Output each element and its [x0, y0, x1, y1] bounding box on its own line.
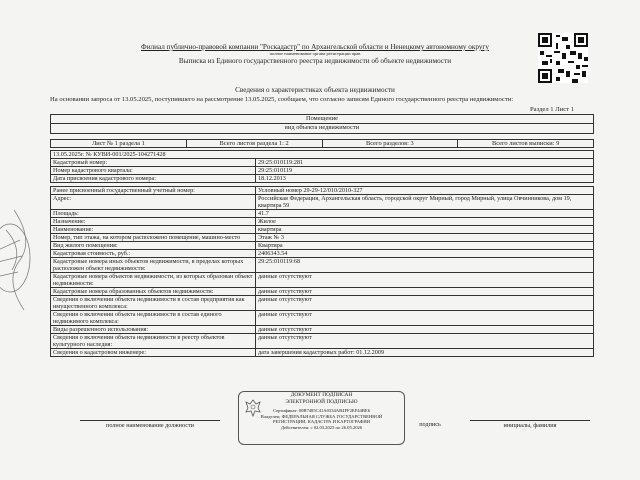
- table-row: Кадастровые номера объектов недвижимости, из которых образован объект недвижимости: данные отсутствуют: [51, 273, 594, 288]
- table-row: Адрес: Российская Федерация, Архангельская область, городской округ Мирный, город Мирный, улица Овчинникова, дом 19, квартира 59: [51, 195, 594, 210]
- intro-text: На основании запроса от 13.05.2025, поступившего на рассмотрение 13.05.2025, сообщаем, что согласно записям Единого государственного реестра недвижимости:: [50, 96, 514, 103]
- table-row: Сведения о включении объекта недвижимости в состав предприятия как имущественного комплекса: данные отсутствуют: [51, 296, 594, 311]
- position-caption: полное наименование должности: [80, 420, 220, 429]
- table-row: Кадастровый номер: 29:25:010119:281: [51, 159, 594, 167]
- object-type: Помещение: [51, 115, 593, 124]
- sheet-info-row: [50, 139, 594, 148]
- extract-title: Выписка из Единого государственного реестра недвижимости об объекте недвижимости: [178, 57, 452, 65]
- table-row: Сведения о включении объекта недвижимости в реестр объектов культурного наследия: данные отсутствуют: [51, 334, 594, 349]
- signature-caption: подпись: [419, 421, 441, 428]
- stamp-owner-cont: РЕГИСТРАЦИИ, КАДАСТРА И КАРТОГРАФИИ: [272, 419, 371, 424]
- table-row: Дата присвоения кадастрового номера: 18.12.2013: [51, 175, 594, 183]
- section-sheet-label: Раздел 1 Лист 1: [530, 106, 574, 113]
- table-row: Кадастровые номера образованных объектов недвижимости: данные отсутствуют: [51, 288, 594, 296]
- qr-code-icon: [538, 33, 588, 83]
- table-row: Номер, тип этажа, на котором расположено помещение, машино-место Этаж № 3: [51, 234, 594, 242]
- e-signature-stamp: [238, 391, 405, 445]
- stamp-certificate: Сертификат: 00B7485C41A0334AB4FF2EF44BE6: [272, 408, 371, 413]
- object-type-box: [50, 114, 594, 134]
- table-row: Виды разрешенного использования: данные отсутствуют: [51, 326, 594, 334]
- table-row: Наименование: квартира: [51, 226, 594, 234]
- org-name: Филиал публично-правовой компании "Роскадастр" по Архангельской области и Ненецкому автономному округу: [141, 43, 489, 51]
- seal-stamp: [0, 200, 42, 320]
- doc-number: 13.05.2025г. № КУВИ-001/2025-104271428: [51, 151, 594, 159]
- table-row: Кадастровые номера иных объектов недвижимости, в пределах которых расположен объект недвижимости: 29:25:010119:68: [51, 258, 594, 273]
- stamp-owner: Владелец: ФЕДЕРАЛЬНАЯ СЛУЖБА ГОСУДАРСТВЕННОЙ: [260, 413, 383, 419]
- org-caption: полное наименование органа регистрации прав: [269, 51, 361, 56]
- section-heading: Сведения о характеристиках объекта недвижимости: [235, 86, 395, 94]
- table-row: Вид жилого помещения: Квартира: [51, 242, 594, 250]
- property-table: [50, 150, 594, 357]
- table-row: Ранее присвоенный государственный учетный номер: Условный номер 29-29-12/010/2010-327: [51, 187, 594, 195]
- stamp-line: ЭЛЕКТРОННОЙ ПОДПИСЬЮ: [285, 398, 358, 405]
- stamp-validity: Действителен: с 02.03.2025 по 26.05.2026: [280, 424, 363, 430]
- table-row: Номер кадастрового квартала: 29:25:010119: [51, 167, 594, 175]
- stamp-line: ДОКУМЕНТ ПОДПИСАН: [290, 392, 353, 398]
- sheets-in-section: Всего листов раздела 1: 2: [187, 140, 323, 147]
- emblem-icon: [244, 398, 262, 418]
- name-caption: инициалы, фамилия: [470, 420, 590, 429]
- table-row: Площадь: 41.7: [51, 210, 594, 218]
- table-row: Назначение: Жилое: [51, 218, 594, 226]
- sheets-total: Всего листов выписки: 9: [491, 140, 560, 147]
- sheet-number: Лист № 1 раздела 1: [51, 140, 187, 147]
- sections-total: Всего разделов: 3: [323, 140, 459, 147]
- table-row: Сведения о включении объекта недвижимости в состав единого недвижимого комплекса: данные отсутствуют: [51, 311, 594, 326]
- table-row: Сведения о кадастровом инженере: дата завершения кадастровых работ: 01.12.2009: [51, 349, 594, 357]
- table-row: Кадастровая стоимость, руб.: 2406343.54: [51, 250, 594, 258]
- object-type-caption: вид объекта недвижимости: [284, 123, 360, 131]
